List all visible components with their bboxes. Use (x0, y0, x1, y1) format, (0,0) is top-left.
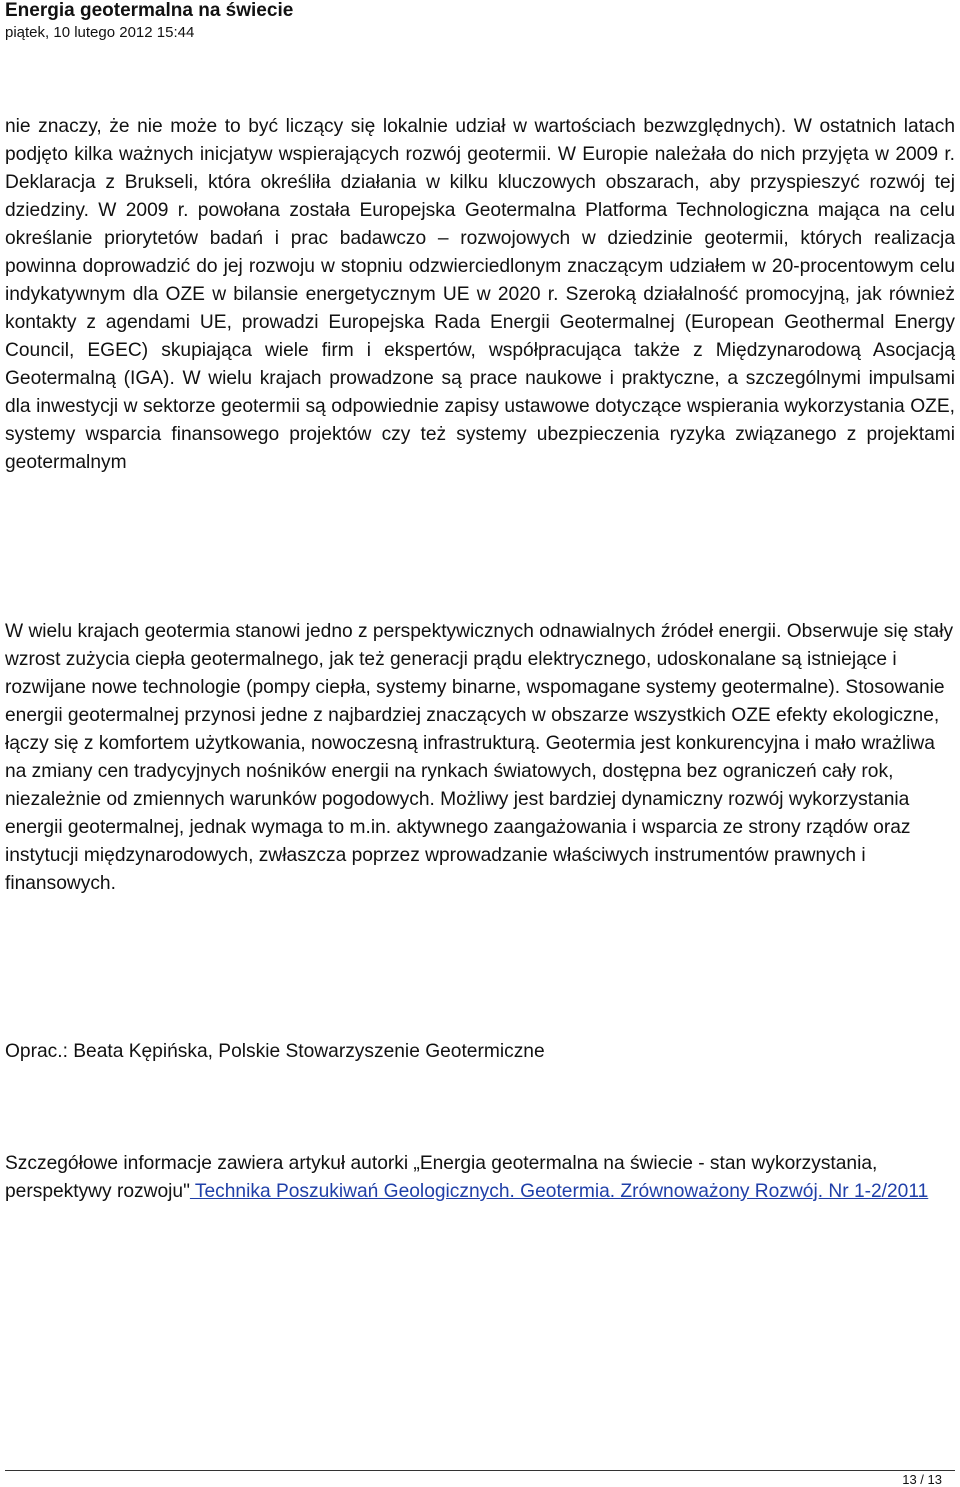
journal-link[interactable]: Technika Poszukiwań Geologicznych. Geotermia. (189, 1181, 621, 1202)
page-number: 13 / 13 (902, 1472, 942, 1487)
document-header (5, 0, 955, 42)
paragraph-initiatives: nie znaczy, że nie może to być liczący się lokalnie udział w wartościach bezwzględnych). W ostatnich latach podjęto kilka ważnych inicjatyw wspierających rozwój geotermii. W Europie należała do nich przyjęta w 2009 r. Deklaracja z Brukseli, która określiła działania w kilku kluczowych obszarach, aby przyspieszyć rozwój tej dziedziny. W 2009 r. powołana została Europejska Geotermalna Platforma Technologiczna mająca na celu określanie priorytetów badań i prac badawczo – rozwojowych w dziedzinie geotermii, których realizacja powinna doprowadzić do jej rozwoju w stopniu odzwierciedlonym znaczącym udziałem w 20-procentowym celu indykatywnym dla OZE w bilansie energetycznym UE w 2020 r. Szeroką działalność promocyjną, jak również kontakty z agendami UE, prowadzi Europejska Rada Energii Geotermalnej (European Geothermal Energy Council, EGEC) skupiająca wiele firm i ekspertów, współpracująca także z Międzynarodową Asocjacją Geotermalną (IGA). W wielu krajach prowadzone są prace naukowe i praktyczne, a szczególnymi impulsami dla inwestycji w sektorze geotermii są odpowiednie zapisy ustawowe dotyczące wspierania wykorzystania OZE, systemy wsparcia finansowego projektów czy też systemy ubezpieczenia ryzyka związanego z projektami geotermalnym (5, 116, 955, 473)
paragraph-geothermal-prospects: W wielu krajach geotermia stanowi jedno z perspektywicznych odnawialnych źródeł energii. Obserwuje się stały wzrost zużycia ciepła geotermalnego, jak też generacji prądu elektrycznego, udoskonalane są istniejące i rozwijane nowe technologie (pompy ciepła, systemy binarne, wspomagane systemy geotermalne). Stosowanie energii geotermalnej przynosi jedne z najbardziej znaczących w obszarze wszystkich OZE efekty ekologiczne, łączy się z komfortem użytkowania, nowoczesną infrastrukturą. Geotermia jest konkurencyjna i mało wrażliwa na zmiany cen tradycyjnych nośników energii na rynkach światowych, dostępna bez ograniczeń cały rok, niezależnie od zmiennych warunków pogodowych. Możliwy jest bardziej dynamiczny rozwój wykorzystania energii geotermalnej, jednak wymaga to m.in. aktywnego zaangażowania i wsparcia ze strony rządów oraz instytucji międzynarodowych, zwłaszcza poprzez wprowadzanie właściwych instrumentów prawnych i finansowych. (5, 621, 954, 894)
publish-date: piątek, 10 lutego 2012 15:44 (5, 24, 195, 41)
details-text: Szczegółowe informacje zawiera artykuł autorki „Energia geotermalna na świecie - stan wykorzystania, perspektywy rozwoju" (5, 1153, 878, 1202)
issue-link[interactable]: Zrównoważony Rozwój. Nr 1-2/2011 (620, 1181, 929, 1202)
document-title: Energia geotermalna na świecie (5, 0, 294, 21)
footer-divider (5, 1470, 955, 1471)
author-credit: Oprac.: Beata Kępińska, Polskie Stowarzyszenie Geotermiczne (5, 1041, 545, 1062)
details-paragraph (5, 1150, 955, 1206)
